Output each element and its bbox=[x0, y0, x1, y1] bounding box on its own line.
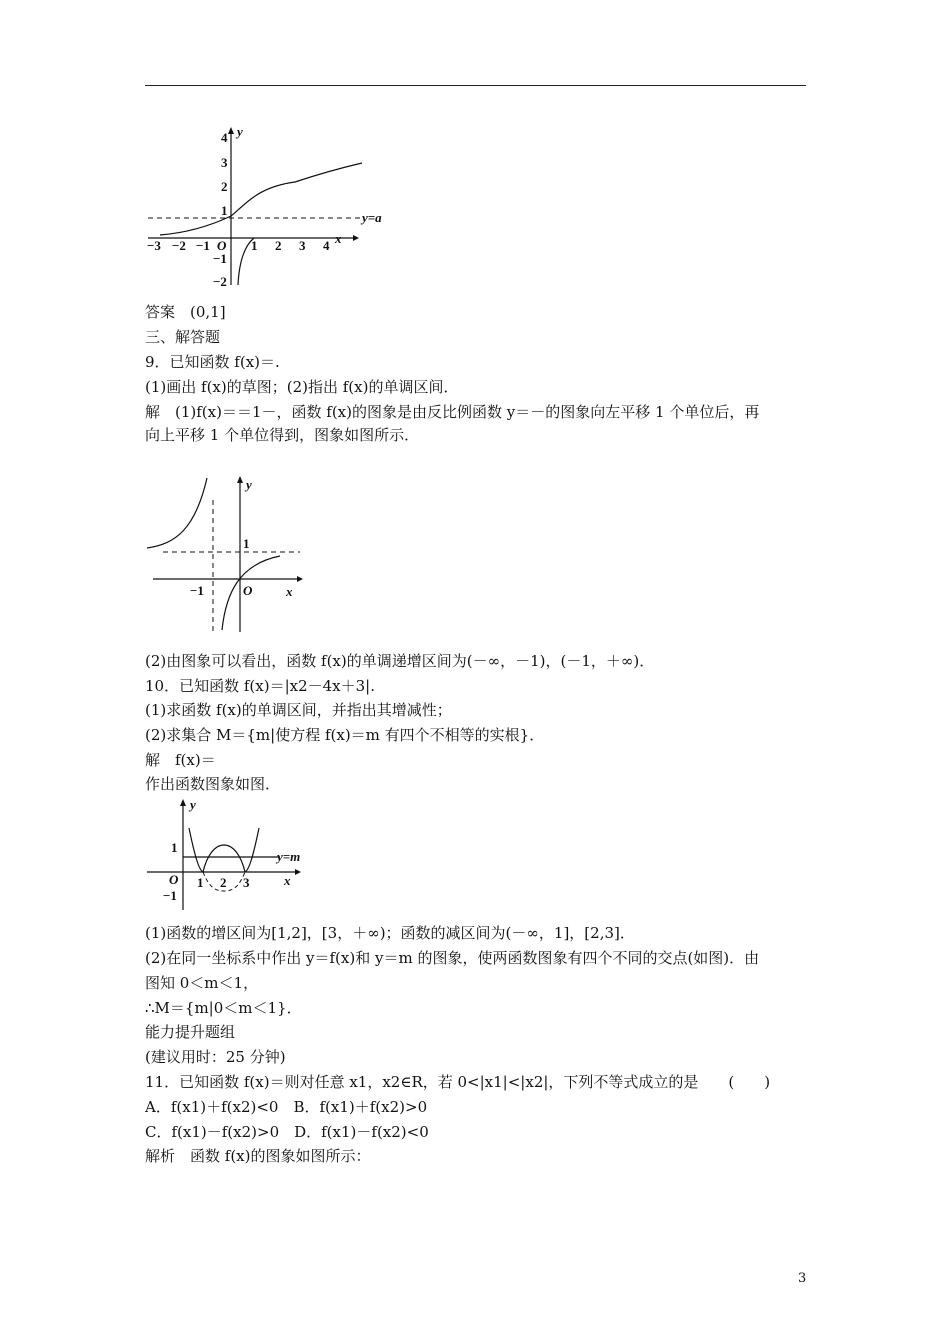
x-axis-label: x bbox=[284, 873, 291, 888]
page-number: 3 bbox=[798, 1271, 807, 1286]
text-line: 9．已知函数 f(x)＝. bbox=[145, 353, 280, 371]
text-line: (1)画出 f(x)的草图；(2)指出 f(x)的单调区间． bbox=[145, 378, 459, 396]
x-tick: 2 bbox=[220, 875, 227, 890]
text-line: 答案 (0,1] bbox=[145, 303, 226, 321]
text-line: 图知 0＜m＜1， bbox=[145, 974, 259, 992]
text-line: 三、解答题 bbox=[145, 328, 221, 346]
text-line: A．f(x1)＋f(x2)<0 B．f(x1)＋f(x2)>0 bbox=[145, 1098, 428, 1116]
x-tick: 1 bbox=[197, 875, 204, 890]
y-axis-label: y bbox=[190, 797, 196, 812]
x-tick: −1 bbox=[190, 583, 204, 598]
x-tick: −2 bbox=[172, 238, 186, 253]
figure-log-graph bbox=[145, 125, 395, 290]
x-axis-label: x bbox=[335, 231, 342, 246]
x-tick: 4 bbox=[323, 238, 330, 253]
y-axis-label: y bbox=[246, 477, 252, 492]
y-tick: 1 bbox=[243, 536, 250, 551]
line-label: y=m bbox=[277, 849, 301, 864]
text-line: 解 (1)f(x)＝＝1－，函数 f(x)的图象是由反比例函数 y＝－的图象向左平移 1 个单位后，再 bbox=[145, 403, 760, 421]
text-line: 作出函数图象如图． bbox=[145, 775, 281, 793]
x-tick: 2 bbox=[275, 238, 282, 253]
y-tick: 4 bbox=[221, 130, 228, 145]
figure-hyperbola-graph bbox=[145, 472, 310, 634]
text-line: 10．已知函数 f(x)＝|x2－4x＋3|. bbox=[145, 677, 375, 695]
figure-absolute-value-graph bbox=[145, 795, 315, 913]
text-line: (1)函数的增区间为[1,2]，[3，＋∞)；函数的减区间为(－∞，1]，[2,3]． bbox=[145, 924, 635, 942]
y-tick: −2 bbox=[213, 274, 227, 289]
x-tick: −1 bbox=[196, 238, 210, 253]
text-line: (2)在同一坐标系中作出 y＝f(x)和 y＝m 的图象，使两函数图象有四个不同的交点(如图)．由 bbox=[145, 949, 760, 967]
text-line: C．f(x1)－f(x2)>0 D．f(x1)－f(x2)<0 bbox=[145, 1123, 429, 1141]
y-tick: 1 bbox=[221, 203, 228, 218]
x-tick: −3 bbox=[147, 238, 161, 253]
text-line: (建议用时：25 分钟) bbox=[145, 1048, 286, 1066]
text-line: 解析 函数 f(x)的图象如图所示： bbox=[145, 1147, 371, 1165]
origin-label: O bbox=[243, 583, 253, 598]
y-tick: −1 bbox=[163, 888, 177, 903]
y-tick: 3 bbox=[221, 155, 228, 170]
x-tick: 1 bbox=[251, 238, 258, 253]
text-line: (2)求集合 M＝{m|使方程 f(x)＝m 有四个不相等的实根}． bbox=[145, 726, 545, 744]
text-line: 11．已知函数 f(x)＝则对任意 x1，x2∈R，若 0<|x1|<|x2|，下列不等式成立的是 ( ) bbox=[145, 1073, 771, 1091]
y-tick: 2 bbox=[221, 179, 228, 194]
origin-label: O bbox=[169, 872, 179, 887]
text-line: 解 f(x)＝ bbox=[145, 751, 216, 769]
x-axis-label: x bbox=[286, 584, 293, 599]
x-tick: 3 bbox=[299, 238, 306, 253]
text-line: 向上平移 1 个单位得到，图象如图所示． bbox=[145, 426, 420, 444]
text-line: 能力提升题组 bbox=[145, 1023, 236, 1041]
header-rule bbox=[145, 85, 806, 86]
origin-label: O bbox=[217, 238, 227, 253]
line-label: y=a bbox=[362, 210, 382, 225]
text-line: (2)由图象可以看出，函数 f(x)的单调递增区间为(－∞，－1)，(－1，＋∞)． bbox=[145, 652, 655, 670]
y-axis-label: y bbox=[237, 125, 243, 139]
y-tick: −1 bbox=[213, 251, 227, 266]
text-line: ∴M＝{m|0＜m＜1}． bbox=[145, 999, 302, 1017]
x-tick: 3 bbox=[243, 875, 250, 890]
y-tick: 1 bbox=[171, 840, 178, 855]
text-line: (1)求函数 f(x)的单调区间，并指出其增减性； bbox=[145, 701, 452, 719]
